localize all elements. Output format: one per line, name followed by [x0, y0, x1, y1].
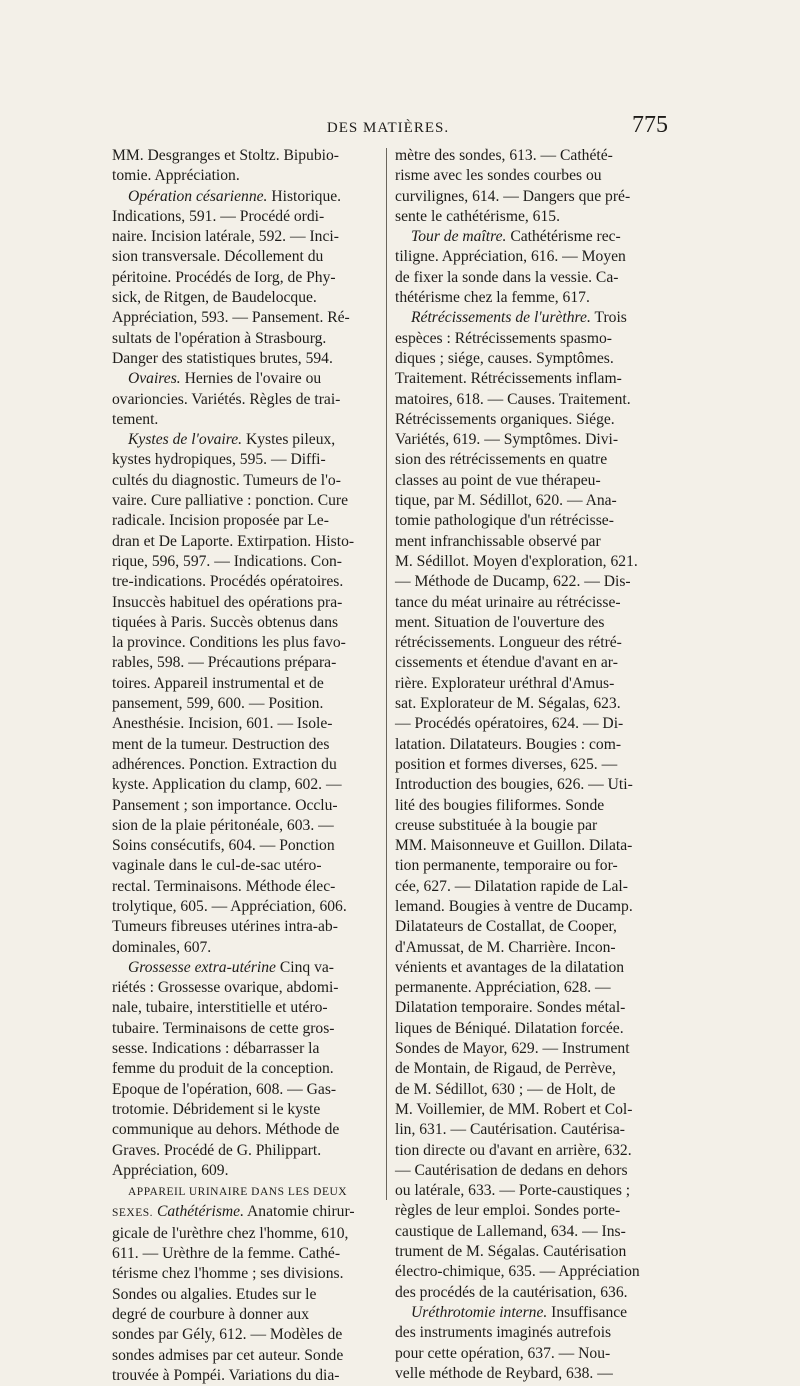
text-line: [112, 349, 384, 369]
text-line: [112, 796, 384, 816]
text-line: [112, 1039, 384, 1059]
text-line: [395, 998, 667, 1018]
italic-heading: Opération césarienne.: [128, 187, 268, 205]
text-line: [112, 1224, 384, 1244]
text-line: [112, 755, 384, 775]
text-line: [395, 1120, 667, 1140]
text-line: [112, 897, 384, 917]
line-text: kyste. Application du clamp, 602. —: [112, 776, 342, 794]
line-text: mètre des sondes, 613. — Cathété-: [395, 147, 613, 164]
text-line: [395, 166, 667, 186]
line-text: vaginale dans le cul-de-sac utéro-: [112, 857, 322, 875]
text-line: [395, 247, 667, 267]
line-text: ment de la tumeur. Destruction des: [112, 735, 330, 753]
line-text: lemand. Bougies à ventre de Ducamp.: [395, 897, 633, 915]
line-text: tique, par M. Sédillot, 620. — Ana-: [395, 492, 617, 510]
line-text: sat. Explorateur de M. Ségalas, 623.: [395, 695, 621, 713]
left-column: [112, 146, 384, 1386]
text-line: [112, 877, 384, 897]
line-text: ovarioncies. Variétés. Règles de trai-: [112, 390, 341, 408]
text-line: [395, 349, 667, 369]
line-text: péritoine. Procédés de Iorg, de Phy-: [112, 268, 336, 286]
line-text: rique, 596, 597. — Indications. Con-: [112, 552, 342, 570]
line-text: cée, 627. — Dilatation rapide de Lal-: [395, 877, 628, 895]
text-line: [395, 1283, 667, 1303]
text-line: [112, 1285, 384, 1305]
line-text: d'Amussat, de M. Charrière. Incon-: [395, 938, 616, 956]
text-line: [112, 613, 384, 633]
text-line: [395, 714, 667, 734]
text-line: [112, 633, 384, 653]
text-line: [395, 430, 667, 450]
line-text: rables, 598. — Précautions prépara-: [112, 654, 337, 672]
text-line: [395, 836, 667, 856]
italic-heading: Tour de maître.: [411, 228, 507, 246]
text-line: [112, 207, 384, 227]
text-line: [395, 877, 667, 897]
line-text: des procédés de la cautérisation, 636.: [395, 1283, 628, 1301]
line-text: rectal. Terminaisons. Méthode élec-: [112, 877, 336, 895]
text-line: [112, 1059, 384, 1079]
line-text: Kystes pileux,: [242, 431, 336, 449]
text-line: [395, 1039, 667, 1059]
line-text: Tumeurs fibreuses utérines intra-ab-: [112, 918, 338, 936]
line-text: risme avec les sondes courbes ou: [395, 167, 602, 185]
text-line: [112, 958, 384, 978]
text-line: [395, 775, 667, 795]
line-text: trouvée à Pompéi. Variations du dia-: [112, 1366, 340, 1384]
line-text: espèces : Rétrécissements spasmo-: [395, 329, 612, 347]
line-text: M. Voillemier, de MM. Robert et Col-: [395, 1100, 633, 1118]
page-number: 775: [632, 112, 668, 138]
text-line: [395, 613, 667, 633]
line-text: électro-chimique, 635. — Appréciation: [395, 1263, 640, 1281]
text-line: [112, 735, 384, 755]
line-text: Pansement ; son importance. Occlu-: [112, 796, 338, 814]
line-text: riétés : Grossesse ovarique, abdomi-: [112, 979, 339, 997]
line-text: Soins consécutifs, 604. — Ponction: [112, 837, 335, 855]
line-text: — Procédés opératoires, 624. — Di-: [395, 715, 624, 733]
text-line: [395, 552, 667, 572]
text-line: [112, 1202, 384, 1223]
text-line: [112, 1080, 384, 1100]
line-text: gicale de l'urèthre chez l'homme, 610,: [112, 1224, 349, 1242]
line-text: trolytique, 605. — Appréciation, 606.: [112, 897, 347, 915]
line-text: Hernies de l'ovaire ou: [180, 370, 322, 388]
text-line: [112, 998, 384, 1018]
line-text: de Montain, de Rigaud, de Perrève,: [395, 1060, 616, 1078]
line-text: Epoque de l'opération, 608. — Gas-: [112, 1080, 337, 1098]
text-line: [112, 329, 384, 349]
text-line: [395, 1161, 667, 1181]
line-text: curvilignes, 614. — Dangers que pré-: [395, 187, 631, 205]
text-line: [395, 187, 667, 207]
line-text: Rétrécissements organiques. Siége.: [395, 410, 615, 428]
line-text: MM. Desgranges et Stoltz. Bipubio-: [112, 147, 339, 164]
line-text: vénients et avantages de la dilatation: [395, 958, 625, 976]
text-line: [112, 1100, 384, 1120]
line-text: Sondes ou algalies. Etudes sur le: [112, 1285, 317, 1303]
text-line: [395, 1303, 667, 1323]
line-text: sondes par Gély, 612. — Modèles de: [112, 1326, 343, 1344]
line-text: pansement, 599, 600. — Position.: [112, 695, 324, 713]
line-text: degré de courbure à donner aux: [112, 1305, 309, 1323]
line-text: Anesthésie. Incision, 601. — Isole-: [112, 715, 333, 733]
line-text: femme du produit de la conception.: [112, 1060, 334, 1078]
italic-heading: Cathétérisme.: [156, 1203, 244, 1221]
line-text: sion de la plaie péritonéale, 603. —: [112, 816, 334, 834]
text-line: [395, 288, 667, 308]
line-text: ou latérale, 633. — Porte-caustiques ;: [395, 1182, 631, 1200]
text-line: [395, 410, 667, 430]
text-line: [112, 552, 384, 572]
line-text: classes au point de vue thérapeu-: [395, 471, 601, 489]
text-line: [112, 1181, 384, 1202]
line-text: tubaire. Terminaisons de cette gros-: [112, 1019, 335, 1037]
text-line: [395, 1019, 667, 1039]
text-line: [395, 1344, 667, 1364]
text-line: [395, 268, 667, 288]
text-line: [112, 146, 384, 166]
text-line: [395, 694, 667, 714]
line-text: tiquées à Paris. Succès obtenus dans: [112, 613, 339, 631]
line-text: trument de M. Ségalas. Cautérisation: [395, 1243, 627, 1261]
text-line: [112, 1120, 384, 1140]
text-line: [395, 816, 667, 836]
italic-heading: Ovaires.: [128, 370, 181, 388]
line-text: sente le cathétérisme, 615.: [395, 207, 560, 225]
line-text: MM. Maisonneuve et Guillon. Dilata-: [395, 837, 633, 855]
line-text: Traitement. Rétrécissements inflam-: [395, 370, 622, 388]
text-line: [112, 166, 384, 186]
text-line: [395, 450, 667, 470]
text-line: [395, 329, 667, 349]
text-line: [112, 227, 384, 247]
italic-heading: Rétrécissements de l'urèthre.: [411, 309, 591, 327]
line-text: nale, tubaire, interstitielle et utéro-: [112, 999, 328, 1017]
text-line: [395, 532, 667, 552]
text-line: [112, 856, 384, 876]
line-text: rétrécissements. Longueur des rétré-: [395, 634, 622, 652]
line-text: térisme chez l'homme ; ses divisions.: [112, 1265, 344, 1283]
line-text: Anatomie chirur-: [244, 1203, 355, 1221]
text-line: [112, 816, 384, 836]
line-text: tiligne. Appréciation, 616. — Moyen: [395, 248, 626, 266]
text-line: [112, 694, 384, 714]
line-text: Insuccès habituel des opérations pra-: [112, 593, 343, 611]
text-line: [395, 369, 667, 389]
text-line: [112, 1161, 384, 1181]
line-text: Trois: [590, 309, 627, 327]
line-text: cissements et étendue d'avant en ar-: [395, 654, 618, 672]
section-heading: SEXES.: [112, 1207, 154, 1220]
line-text: tance du méat urinaire au rétrécisse-: [395, 593, 621, 611]
text-line: [112, 410, 384, 430]
text-line: [395, 958, 667, 978]
page-header: [108, 112, 668, 142]
line-text: M. Sédillot. Moyen d'exploration, 621.: [395, 552, 638, 570]
line-text: ment infranchissable observé par: [395, 532, 601, 550]
text-line: [112, 532, 384, 552]
text-line: [112, 572, 384, 592]
line-text: Variétés, 619. — Symptômes. Divi-: [395, 431, 619, 449]
line-text: Dilatateurs de Costallat, de Cooper,: [395, 918, 617, 936]
line-text: velle méthode de Reybard, 638. —: [395, 1364, 613, 1382]
line-text: pour cette opération, 637. — Nou-: [395, 1344, 611, 1362]
text-line: [395, 1262, 667, 1282]
line-text: latation. Dilatateurs. Bougies : com-: [395, 735, 622, 753]
line-text: Cinq va-: [275, 958, 335, 976]
italic-heading: Uréthrotomie interne.: [411, 1303, 548, 1321]
line-text: 611. — Urèthre de la femme. Cathé-: [112, 1245, 341, 1263]
right-column: [395, 146, 667, 1384]
line-text: dominales, 607.: [112, 938, 212, 956]
text-line: [112, 369, 384, 389]
text-line: [112, 938, 384, 958]
line-text: cultés du diagnostic. Tumeurs de l'o-: [112, 471, 341, 489]
text-line: [395, 1059, 667, 1079]
text-line: [395, 1364, 667, 1384]
line-text: de M. Sédillot, 630 ; — de Holt, de: [395, 1080, 616, 1098]
line-text: Cathétérisme rec-: [506, 228, 621, 246]
text-line: [112, 1346, 384, 1366]
text-line: [395, 308, 667, 328]
text-line: [112, 511, 384, 531]
text-line: [395, 1141, 667, 1161]
line-text: communique au dehors. Méthode de: [112, 1121, 340, 1139]
line-text: position et formes diverses, 625. —: [395, 755, 618, 773]
text-line: [112, 1141, 384, 1161]
line-text: tomie. Appréciation.: [112, 167, 240, 185]
line-text: — Cautérisation de dedans en dehors: [395, 1161, 628, 1179]
line-text: thétérisme chez la femme, 617.: [395, 289, 590, 307]
text-line: [395, 897, 667, 917]
text-line: [395, 633, 667, 653]
line-text: de fixer la sonde dans la vessie. Ca-: [395, 268, 619, 286]
line-text: naire. Incision latérale, 592. — Inci-: [112, 228, 339, 246]
line-text: tement.: [112, 410, 159, 428]
text-line: [395, 674, 667, 694]
line-text: sultats de l'opération à Strasbourg.: [112, 329, 327, 347]
line-text: rière. Explorateur uréthral d'Amus-: [395, 674, 615, 692]
text-line: [112, 187, 384, 207]
line-text: la province. Conditions les plus favo-: [112, 634, 346, 652]
text-line: [112, 1264, 384, 1284]
line-text: sion des rétrécissements en quatre: [395, 451, 608, 469]
line-text: dran et De Laporte. Extirpation. Histo-: [112, 532, 355, 550]
text-line: [395, 735, 667, 755]
line-text: des instruments imaginés autrefois: [395, 1324, 612, 1342]
text-line: [112, 1244, 384, 1264]
line-text: Indications, 591. — Procédé ordi-: [112, 207, 325, 225]
line-text: Sondes de Mayor, 629. — Instrument: [395, 1040, 630, 1058]
line-text: Graves. Procédé de G. Philippart.: [112, 1141, 322, 1159]
running-title: DES MATIÈRES.: [326, 120, 450, 136]
line-text: radicale. Incision proposée par Le-: [112, 512, 329, 530]
text-line: [395, 1323, 667, 1343]
line-text: ment. Situation de l'ouverture des: [395, 613, 605, 631]
line-text: diques ; siége, causes. Symptômes.: [395, 349, 614, 367]
line-text: tre-indications. Procédés opératoires.: [112, 573, 344, 591]
text-line: [395, 511, 667, 531]
line-text: adhérences. Ponction. Extraction du: [112, 755, 337, 773]
text-line: [112, 471, 384, 491]
text-line: [112, 491, 384, 511]
line-text: sesse. Indications : débarrasser la: [112, 1040, 320, 1058]
line-text: Insuffisance: [547, 1303, 628, 1321]
text-line: [395, 390, 667, 410]
text-line: [395, 978, 667, 998]
text-line: [395, 1222, 667, 1242]
text-line: [112, 247, 384, 267]
text-line: [395, 572, 667, 592]
text-line: [112, 1325, 384, 1345]
line-text: tomie pathologique d'un rétrécisse-: [395, 512, 614, 530]
text-line: [112, 308, 384, 328]
text-line: [395, 856, 667, 876]
line-text: Dilatation temporaire. Sondes métal-: [395, 999, 626, 1017]
line-text: trotomie. Débridement si le kyste: [112, 1100, 321, 1118]
line-text: caustique de Lallemand, 634. — Ins-: [395, 1222, 626, 1240]
line-text: règles de leur emploi. Sondes porte-: [395, 1202, 621, 1220]
text-line: [112, 593, 384, 613]
line-text: permanente. Appréciation, 628. —: [395, 979, 611, 997]
text-line: [112, 836, 384, 856]
text-line: [112, 1019, 384, 1039]
text-line: [395, 1181, 667, 1201]
text-line: [112, 390, 384, 410]
line-text: — Méthode de Ducamp, 622. — Dis-: [395, 573, 631, 591]
line-text: lin, 631. — Cautérisation. Cautérisa-: [395, 1121, 625, 1139]
line-text: creuse substituée à la bougie par: [395, 816, 598, 834]
text-line: [112, 430, 384, 450]
line-text: kystes hydropiques, 595. — Diffi-: [112, 451, 326, 469]
text-line: [395, 1242, 667, 1262]
text-line: [112, 450, 384, 470]
text-line: [112, 1366, 384, 1386]
text-line: [395, 1080, 667, 1100]
text-line: [395, 491, 667, 511]
text-line: [395, 917, 667, 937]
line-text: liques de Béniqué. Dilatation forcée.: [395, 1019, 624, 1037]
text-line: [395, 653, 667, 673]
text-line: [395, 146, 667, 166]
text-line: [112, 714, 384, 734]
line-text: tion permanente, temporaire ou for-: [395, 857, 618, 875]
line-text: Danger des statistiques brutes, 594.: [112, 349, 333, 367]
text-line: [395, 1100, 667, 1120]
text-line: [395, 755, 667, 775]
line-text: matoires, 618. — Causes. Traitement.: [395, 390, 631, 408]
text-line: [395, 471, 667, 491]
line-text: toires. Appareil instrumental et de: [112, 674, 324, 692]
text-line: [112, 674, 384, 694]
text-line: [112, 268, 384, 288]
line-text: vaire. Cure palliative : ponction. Cure: [112, 492, 349, 510]
italic-heading: Grossesse extra-utérine: [128, 958, 276, 976]
line-text: sick, de Ritgen, de Baudelocque.: [112, 289, 317, 307]
text-line: [395, 227, 667, 247]
text-line: [112, 1305, 384, 1325]
line-text: Appréciation, 593. — Pansement. Ré-: [112, 309, 350, 327]
line-text: sion transversale. Décollement du: [112, 248, 324, 266]
text-line: [395, 796, 667, 816]
text-line: [395, 938, 667, 958]
text-line: [395, 593, 667, 613]
line-text: lité des bougies filiformes. Sonde: [395, 796, 605, 814]
text-line: [395, 207, 667, 227]
italic-heading: Kystes de l'ovaire.: [128, 431, 243, 449]
section-heading: APPAREIL URINAIRE DANS LES DEUX: [128, 1186, 348, 1199]
line-text: Introduction des bougies, 626. — Uti-: [395, 776, 633, 794]
line-text: Appréciation, 609.: [112, 1161, 229, 1179]
text-line: [112, 917, 384, 937]
line-text: tion directe ou d'avant en arrière, 632.: [395, 1141, 632, 1159]
text-line: [112, 978, 384, 998]
text-line: [395, 1201, 667, 1221]
text-line: [112, 288, 384, 308]
line-text: sondes admises par cet auteur. Sonde: [112, 1346, 344, 1364]
column-divider: [386, 148, 387, 1200]
line-text: Historique.: [267, 187, 342, 205]
text-line: [112, 653, 384, 673]
text-line: [112, 775, 384, 795]
